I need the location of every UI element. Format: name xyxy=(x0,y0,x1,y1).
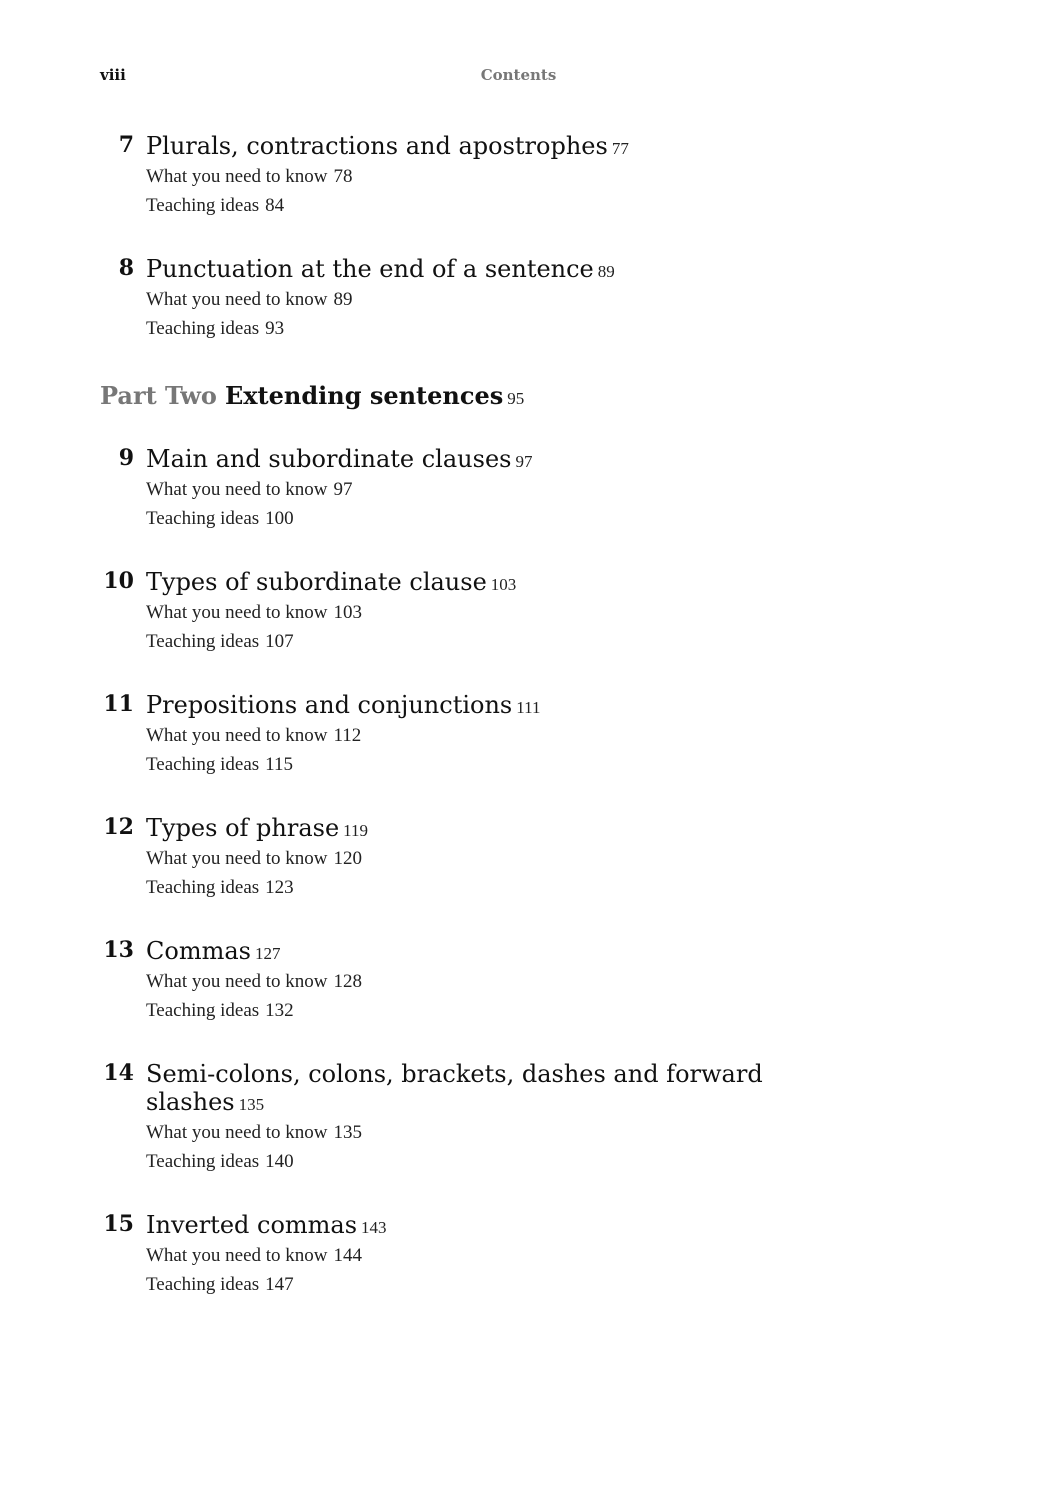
toc-chapter-15 xyxy=(100,1206,940,1299)
chapter-title[interactable] xyxy=(146,932,940,968)
chapter-title-text: Semi-colons, colons, brackets, dashes and forward slashes xyxy=(146,1060,763,1116)
subentry-page-number: 89 xyxy=(333,289,353,310)
page-folio: viii xyxy=(100,66,126,84)
part-label: Part Two xyxy=(100,381,217,410)
chapter-page-number: 135 xyxy=(238,1095,265,1114)
chapter-title[interactable] xyxy=(146,440,940,476)
toc-chapter-10 xyxy=(100,563,940,656)
subentry-label: What you need to know xyxy=(146,289,328,310)
chapter-page-number: 77 xyxy=(611,139,629,158)
chapter-number: 11 xyxy=(103,691,134,717)
toc-subentry[interactable] xyxy=(146,845,940,874)
toc-subentry[interactable] xyxy=(146,315,940,344)
toc-subentry[interactable] xyxy=(146,997,940,1026)
toc-chapter-14 xyxy=(100,1055,940,1176)
subentry-page-number: 112 xyxy=(333,725,362,746)
subentry-label: What you need to know xyxy=(146,1122,328,1143)
chapter-title-text: Commas xyxy=(146,937,251,965)
subentry-page-number: 147 xyxy=(265,1273,294,1295)
subentry-label: Teaching ideas xyxy=(146,507,260,529)
toc-subentry[interactable] xyxy=(146,163,940,192)
toc-chapter-13 xyxy=(100,932,940,1025)
subentry-page-number: 78 xyxy=(333,166,353,187)
subentry-label: What you need to know xyxy=(146,166,328,187)
toc-chapter-9 xyxy=(100,440,940,533)
subentry-label: Teaching ideas xyxy=(146,317,260,339)
chapter-number: 7 xyxy=(118,132,134,158)
subentry-page-number: 100 xyxy=(265,507,294,529)
toc-subentry[interactable] xyxy=(146,286,940,315)
subentry-label: What you need to know xyxy=(146,725,328,746)
toc-subentry[interactable] xyxy=(146,968,940,997)
subentry-label: Teaching ideas xyxy=(146,876,260,898)
subentry-page-number: 135 xyxy=(333,1122,363,1143)
subentry-page-number: 132 xyxy=(265,999,294,1021)
chapter-page-number: 89 xyxy=(597,262,615,281)
subentry-label: What you need to know xyxy=(146,848,328,869)
chapter-page-number: 97 xyxy=(515,452,533,471)
chapter-title[interactable] xyxy=(146,127,940,163)
chapter-title[interactable] xyxy=(146,250,940,286)
subentry-label: What you need to know xyxy=(146,602,328,623)
toc-subentry[interactable] xyxy=(146,751,940,780)
chapter-title-text: Punctuation at the end of a sentence xyxy=(146,255,594,283)
chapter-title-text: Types of subordinate clause xyxy=(146,568,487,596)
toc-chapter-8 xyxy=(100,250,940,343)
subentry-page-number: 115 xyxy=(265,753,293,775)
toc-subentry[interactable] xyxy=(146,722,940,751)
part-page-number: 95 xyxy=(507,389,525,408)
subentry-page-number: 103 xyxy=(333,602,363,623)
subentry-label: What you need to know xyxy=(146,479,328,500)
chapter-number: 8 xyxy=(118,255,134,281)
chapter-title[interactable] xyxy=(146,1206,940,1242)
chapter-number: 10 xyxy=(103,568,134,594)
subentry-label: Teaching ideas xyxy=(146,1273,260,1295)
toc-subentry[interactable] xyxy=(146,874,940,903)
toc-entries xyxy=(100,127,940,1329)
chapter-page-number: 111 xyxy=(516,698,541,717)
toc-chapter-11 xyxy=(100,686,940,779)
chapter-title-text: Inverted commas xyxy=(146,1211,358,1239)
toc-subentry[interactable] xyxy=(146,192,940,221)
subentry-label: Teaching ideas xyxy=(146,999,260,1021)
chapter-title[interactable] xyxy=(146,1055,836,1119)
chapter-number: 13 xyxy=(103,937,134,963)
chapter-title-text: Main and subordinate clauses xyxy=(146,445,512,473)
subentry-page-number: 140 xyxy=(265,1150,294,1172)
subentry-label: Teaching ideas xyxy=(146,194,260,216)
toc-subentry[interactable] xyxy=(146,599,940,628)
subentry-page-number: 107 xyxy=(265,630,294,652)
toc-subentry[interactable] xyxy=(146,476,940,505)
chapter-page-number: 143 xyxy=(361,1218,387,1237)
chapter-page-number: 127 xyxy=(254,944,281,963)
subentry-page-number: 123 xyxy=(265,876,294,898)
subentry-page-number: 128 xyxy=(333,971,363,992)
chapter-title-text: Prepositions and conjunctions xyxy=(146,691,513,719)
subentry-label: What you need to know xyxy=(146,971,328,992)
subentry-page-number: 97 xyxy=(333,479,353,500)
subentry-label: Teaching ideas xyxy=(146,753,260,775)
subentry-page-number: 93 xyxy=(265,317,285,339)
chapter-title[interactable] xyxy=(146,563,940,599)
subentry-page-number: 120 xyxy=(333,848,363,869)
section-title: Contents xyxy=(480,66,557,84)
chapter-title[interactable] xyxy=(146,809,940,845)
part-title: Extending sentences xyxy=(224,381,504,410)
chapter-number: 15 xyxy=(103,1211,134,1237)
subentry-label: What you need to know xyxy=(146,1245,328,1266)
toc-subentry[interactable] xyxy=(146,628,940,657)
running-head xyxy=(100,66,937,90)
toc-subentry[interactable] xyxy=(146,1242,940,1271)
chapter-number: 9 xyxy=(118,445,134,471)
chapter-page-number: 119 xyxy=(343,821,369,840)
chapter-number: 12 xyxy=(103,814,134,840)
chapter-page-number: 103 xyxy=(490,575,517,594)
chapter-title-text: Types of phrase xyxy=(146,814,340,842)
subentry-label: Teaching ideas xyxy=(146,630,260,652)
chapter-title[interactable] xyxy=(146,686,940,722)
subentry-label: Teaching ideas xyxy=(146,1150,260,1172)
toc-subentry[interactable] xyxy=(146,505,940,534)
toc-subentry[interactable] xyxy=(146,1119,940,1148)
chapter-number: 14 xyxy=(103,1060,134,1086)
toc-part-heading[interactable] xyxy=(100,373,940,410)
toc-chapter-12 xyxy=(100,809,940,902)
toc-subentry[interactable] xyxy=(146,1148,940,1177)
toc-chapter-7 xyxy=(100,127,940,220)
toc-subentry[interactable] xyxy=(146,1271,940,1300)
subentry-page-number: 144 xyxy=(333,1245,363,1266)
subentry-page-number: 84 xyxy=(265,194,285,216)
chapter-title-text: Plurals, contractions and apostrophes xyxy=(146,132,608,160)
